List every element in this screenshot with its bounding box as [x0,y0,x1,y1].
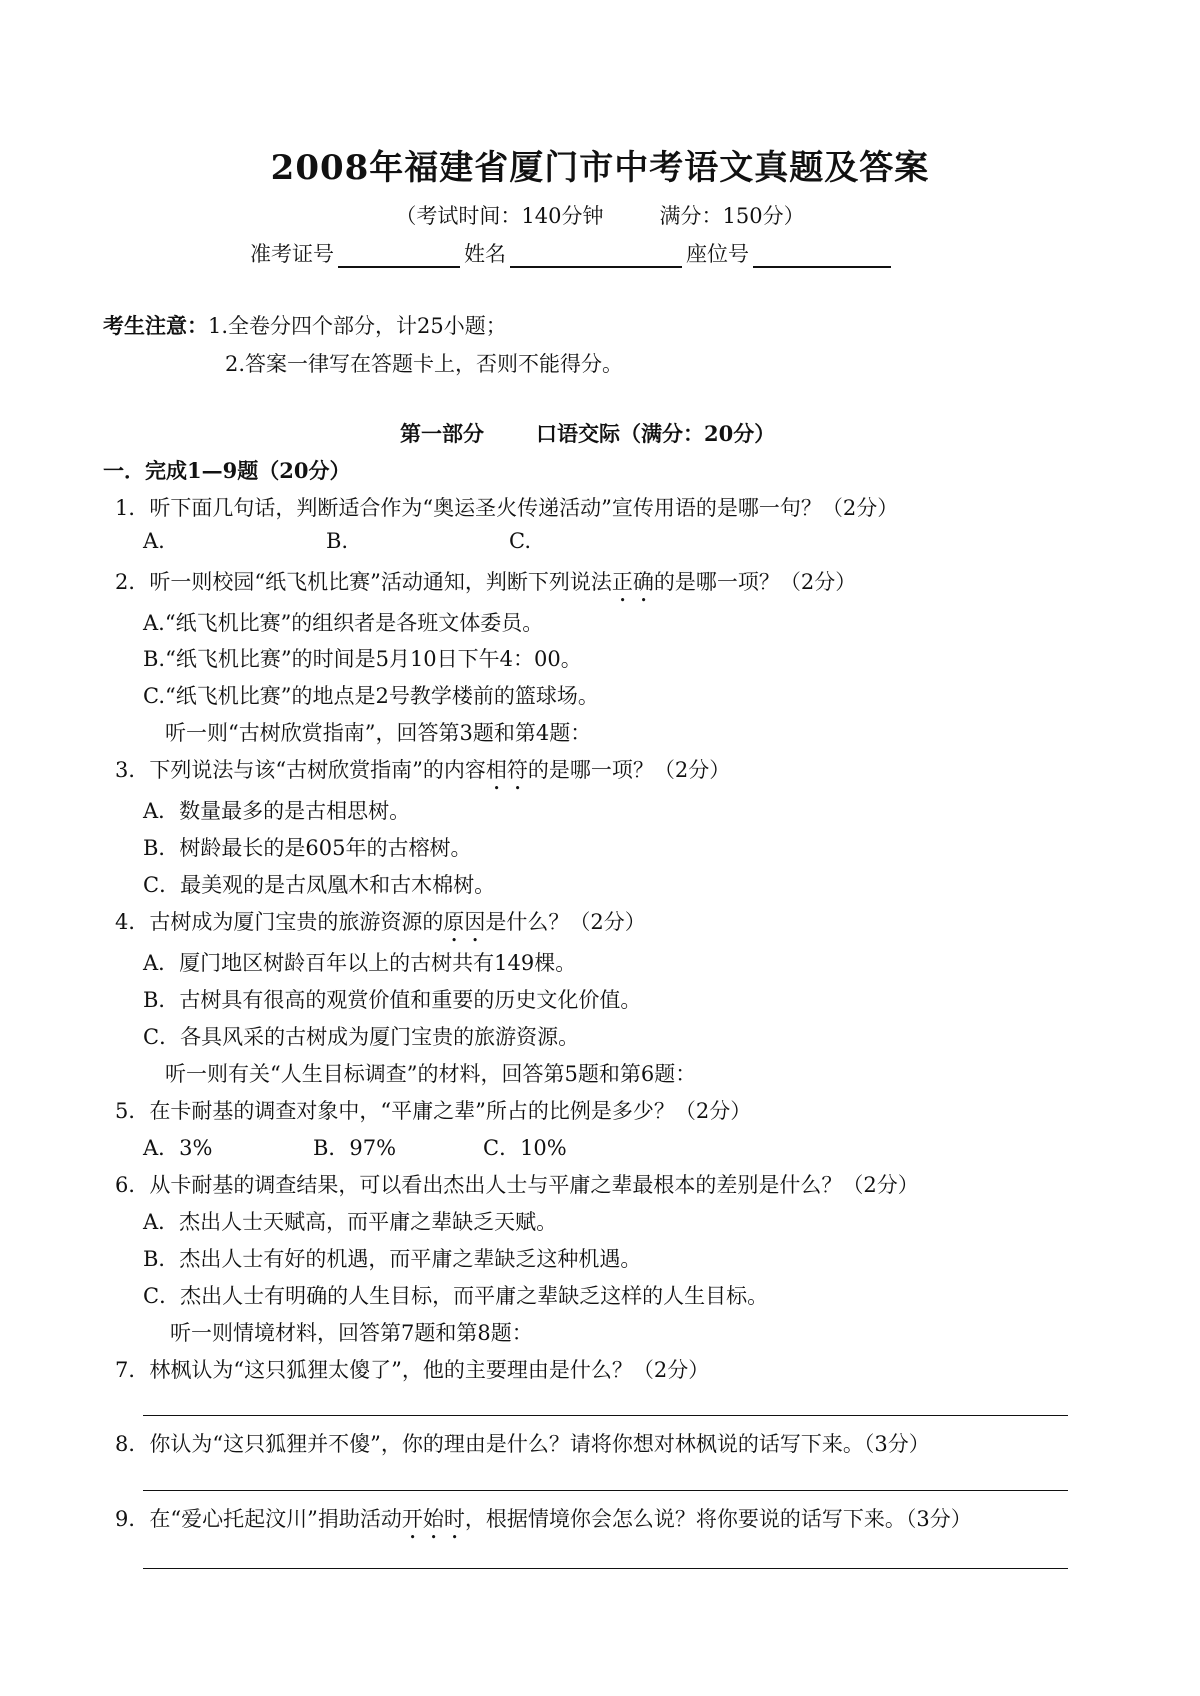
question-9 [115,1503,972,1544]
intro-q7-q8: 听一则情境材料，回答第7题和第8题： [170,1321,533,1345]
question-8: 8．你认为“这只狐狸并不傻”，你的理由是什么？请将你想对林枫说的话写下来。（3分） [115,1432,930,1456]
candidate-info-row [250,238,895,268]
q9-stem-pre: 9．在“爱心托起汶川”捐助活动 [115,1507,402,1531]
q2-option-b: B.“纸飞机比赛”的时间是5月10日下午4：00。 [143,647,582,671]
exam-number-label: 准考证号 [250,242,334,266]
q6-option-a: A．杰出人士天赋高，而平庸之辈缺乏天赋。 [143,1210,558,1234]
question-2 [115,566,856,607]
question-7: 7．林枫认为“这只狐狸太傻了”，他的主要理由是什么？（2分） [115,1358,710,1382]
name-label: 姓名 [464,242,506,266]
part-number: 第一部分 [400,421,484,446]
intro-q5-q6: 听一则有关“人生目标调查”的材料，回答第5题和第6题： [165,1062,697,1086]
q4-stem-pre: 4．古树成为厦门宝贵的旅游资源的 [115,910,444,934]
question-3 [115,754,730,795]
section-heading: 一．完成1—9题（20分） [103,458,351,483]
q3-option-c: C．最美观的是古凤凰木和古木棉树。 [143,873,496,897]
question-1-options [143,529,531,553]
q2-stem-post: 的是哪一项？（2分） [653,570,857,594]
question-5-options [143,1132,567,1162]
part-subheading: 口语交际（满分：20分） [536,421,776,446]
q4-option-c: C．各具风采的古树成为厦门宝贵的旅游资源。 [143,1025,580,1049]
q4-option-b: B．古树具有很高的观赏价值和重要的历史文化价值。 [143,988,642,1012]
q2-option-a: A.“纸飞机比赛”的组织者是各班文体委员。 [143,611,544,635]
exam-full-score: 满分：150分） [659,204,805,228]
question-1: 1．听下面几句话，判断适合作为“奥运圣火传递活动”宣传用语的是哪一句？（2分） [115,496,899,520]
name-blank[interactable] [510,244,682,268]
q2-option-c: C.“纸飞机比赛”的地点是2号教学楼前的篮球场。 [143,684,599,708]
q5-option-c: C．10% [483,1136,567,1160]
notice-rule-1: 1.全卷分四个部分，计25小题； [208,314,507,338]
q4-option-a: A．厦门地区树龄百年以上的古树共有149棵。 [143,951,577,975]
exam-info [0,200,1200,230]
q1-option-a: A. [143,529,165,553]
q9-answer-line[interactable] [143,1568,1068,1569]
q3-option-b: B．树龄最长的是605年的古榕树。 [143,836,472,860]
seat-blank[interactable] [753,244,891,268]
q2-emphasis: 正确 [611,570,654,594]
q1-option-b: B. [326,529,349,553]
part-heading [400,418,775,448]
question-5: 5．在卡耐基的调查对象中，“平庸之辈”所占的比例是多少？（2分） [115,1099,752,1123]
notice-label: 考生注意： [103,313,208,338]
q4-emphasis: 原因 [443,910,486,934]
q3-option-a: A．数量最多的是古相思树。 [143,799,411,823]
q3-stem-pre: 3．下列说法与该“古树欣赏指南”的内容 [115,758,486,782]
q6-option-b: B．杰出人士有好的机遇，而平庸之辈缺乏这种机遇。 [143,1247,642,1271]
q9-stem-post: ，根据情境你会怎么说？将你要说的话写下来。（3分） [464,1507,972,1531]
q3-emphasis: 相符 [485,758,528,782]
q7-answer-line[interactable] [143,1415,1068,1416]
page-title: 2008年福建省厦门市中考语文真题及答案 [270,148,930,188]
q9-emphasis: 开始时 [401,1507,465,1531]
notice-rule-2: 2.答案一律写在答题卡上，否则不能得分。 [225,352,624,376]
exam-number-blank[interactable] [338,244,460,268]
q5-option-b: B．97% [313,1136,397,1160]
q4-stem-post: 是什么？（2分） [485,910,646,934]
q3-stem-post: 的是哪一项？（2分） [527,758,731,782]
seat-label: 座位号 [686,242,749,266]
question-6: 6．从卡耐基的调查结果，可以看出杰出人士与平庸之辈最根本的差别是什么？（2分） [115,1173,919,1197]
q5-option-a: A．3% [143,1136,213,1160]
exam-time: （考试时间：140分钟 [395,204,604,228]
notice-line-1 [103,310,507,340]
q8-answer-line[interactable] [143,1490,1068,1491]
intro-q3-q4: 听一则“古树欣赏指南”，回答第3题和第4题： [165,721,592,745]
q1-option-c: C. [509,529,531,553]
q6-option-c: C．杰出人士有明确的人生目标，而平庸之辈缺乏这样的人生目标。 [143,1284,769,1308]
q2-stem-pre: 2．听一则校园“纸飞机比赛”活动通知，判断下列说法 [115,570,612,594]
question-4 [115,906,646,947]
